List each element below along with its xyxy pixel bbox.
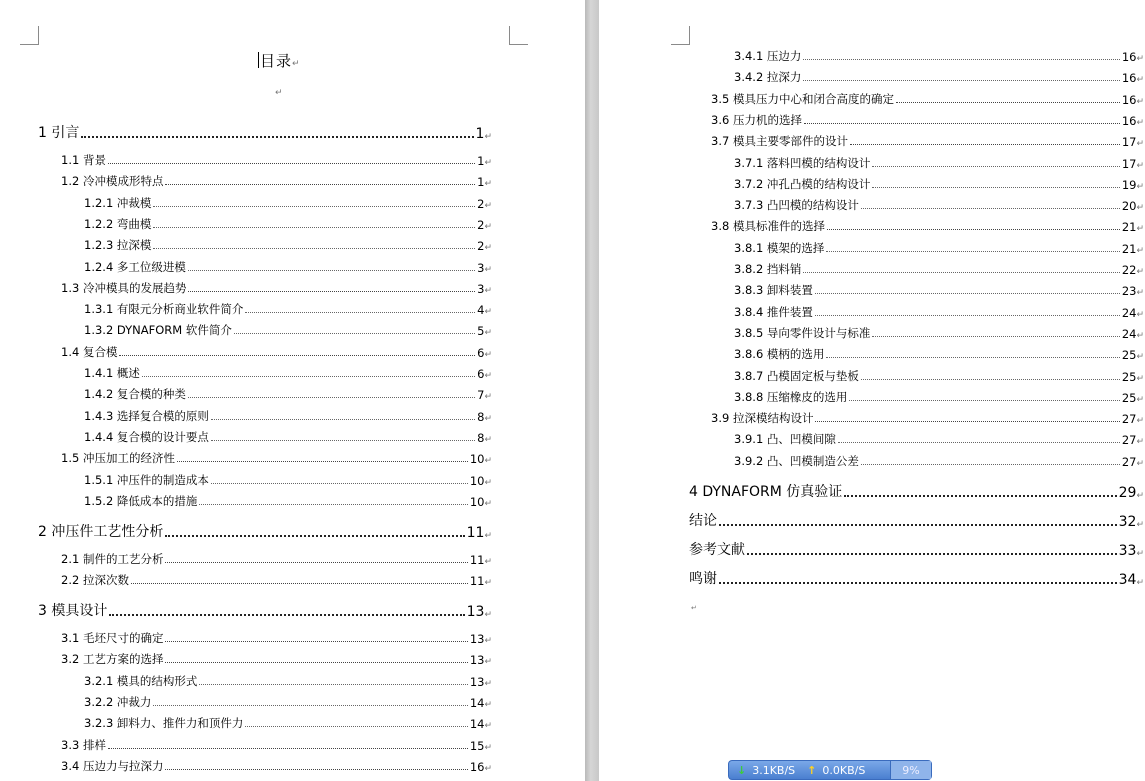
- download-speed: 3.1KB/S: [752, 763, 796, 777]
- toc-dot-leader: [153, 206, 475, 207]
- paragraph-mark: ↵: [484, 477, 492, 488]
- toc-dot-leader: [861, 379, 1120, 380]
- paragraph-mark: ↵: [484, 413, 492, 424]
- paragraph-mark: ↵: [292, 59, 301, 69]
- toc-entry[interactable]: [38, 521, 492, 541]
- toc-entry-label: 结论: [689, 512, 717, 529]
- toc-entry[interactable]: [734, 68, 1144, 85]
- toc-entry[interactable]: [734, 388, 1144, 405]
- toc-entry[interactable]: [734, 367, 1144, 384]
- toc-entry-label: 3.8.6 模柄的选用: [734, 347, 825, 362]
- usage-percent: 9%: [890, 761, 931, 779]
- toc-dot-leader: [245, 312, 475, 313]
- margin-corner-mark: [20, 26, 39, 45]
- paragraph-mark: ↵: [484, 578, 492, 589]
- toc-entry-page: 1: [477, 154, 485, 168]
- toc-entry-page: 16: [1121, 71, 1137, 86]
- paragraph-mark: ↵: [484, 763, 492, 774]
- paragraph-mark: ↵: [484, 721, 492, 732]
- toc-entry-label: 2.2 拉深次数: [61, 573, 129, 588]
- toc-entry-label: 2 冲压件工艺性分析: [38, 523, 164, 540]
- document-page-right: [599, 0, 1145, 781]
- toc-entry-label: 3.6 压力机的选择: [711, 112, 802, 127]
- margin-corner-mark: [509, 26, 528, 45]
- toc-entry-label: 1.2.2 弯曲模: [84, 216, 152, 231]
- toc-entry-page: 16: [469, 759, 485, 774]
- toc-entry-page: 17: [1121, 135, 1137, 150]
- paragraph-mark: ↵: [1136, 54, 1144, 64]
- toc-entry-label: 3.8.5 导向零件设计与标准: [734, 325, 871, 340]
- paragraph-mark: ↵: [1136, 458, 1144, 469]
- toc-dot-leader: [827, 229, 1120, 230]
- toc-entry[interactable]: [84, 492, 492, 509]
- toc-entry-page: 21: [1121, 220, 1137, 235]
- toc-dot-leader: [849, 400, 1119, 401]
- paragraph-mark: ↵: [1136, 416, 1144, 427]
- paragraph-mark: ↵: [484, 328, 492, 339]
- paragraph-mark: ↵: [484, 657, 492, 668]
- toc-entry-page: 24: [1121, 326, 1137, 341]
- toc-entry-page: 33: [1118, 542, 1137, 559]
- toc-dot-leader: [234, 333, 475, 334]
- toc-entry-label: 4 DYNAFORM 仿真验证: [689, 483, 843, 500]
- paragraph-mark: ↵: [1136, 203, 1144, 214]
- toc-entry-label: 3.7.2 冲孔凸模的结构设计: [734, 176, 871, 191]
- paragraph-mark: ↵: [484, 307, 492, 318]
- toc-dot-leader: [131, 583, 468, 584]
- toc-entry-label: 3.9.2 凸、凹模制造公差: [734, 453, 859, 468]
- toc-entry[interactable]: [711, 132, 1144, 149]
- paragraph-mark: ↵: [691, 604, 697, 612]
- toc-entry-label: 1.4 复合模: [61, 344, 118, 359]
- toc-dot-leader: [199, 684, 467, 685]
- toc-entry[interactable]: [84, 385, 492, 402]
- toc-dot-leader: [165, 184, 475, 185]
- toc-entry-label: 3.9 拉深模结构设计: [711, 411, 814, 426]
- toc-entry[interactable]: [61, 172, 492, 189]
- toc-entry[interactable]: [38, 600, 492, 620]
- toc-dot-leader: [826, 251, 1119, 252]
- toc-entry[interactable]: [711, 90, 1144, 107]
- toc-entry-page: 13: [469, 674, 485, 689]
- toc-entry-label: 鸣谢: [689, 570, 717, 587]
- paragraph-mark: ↵: [1136, 577, 1144, 588]
- toc-dot-leader: [838, 442, 1120, 443]
- network-speed-widget[interactable]: [728, 760, 932, 780]
- toc-entry-label: 3.8.4 推件装置: [734, 304, 813, 319]
- toc-entry[interactable]: [84, 672, 492, 689]
- toc-entry-label: 1.5.2 降低成本的措施: [84, 493, 198, 508]
- toc-dot-leader: [119, 355, 475, 356]
- toc-entry[interactable]: [734, 196, 1144, 213]
- toc-entry-page: 27: [1121, 412, 1137, 427]
- toc-entry-label: 2.1 制件的工艺分析: [61, 551, 164, 566]
- toc-dot-leader: [850, 144, 1120, 145]
- toc-entry-label: 1.2 冷冲模成形特点: [61, 174, 164, 189]
- toc-entry-label: 3.8.7 凸模固定板与垫板: [734, 368, 859, 383]
- paragraph-mark: ↵: [484, 498, 492, 509]
- toc-dot-leader: [804, 123, 1120, 124]
- toc-entry-page: 19: [1121, 177, 1137, 192]
- toc-entry-label: 1.3.1 有限元分析商业软件简介: [84, 302, 244, 317]
- page-gutter: [585, 0, 599, 781]
- toc-entry-page: 16: [1121, 113, 1137, 128]
- paragraph-mark: ↵: [1136, 330, 1144, 341]
- toc-dot-leader: [815, 315, 1120, 316]
- toc-entry-page: 24: [1121, 305, 1137, 320]
- toc-dot-leader: [177, 461, 468, 462]
- toc-entry-page: 11: [469, 552, 485, 567]
- toc-entry-label: 3.7.1 落料凹模的结构设计: [734, 155, 871, 170]
- toc-dot-leader: [803, 272, 1119, 273]
- toc-entry[interactable]: [84, 364, 492, 381]
- toc-entry-label: 3.7 模具主要零部件的设计: [711, 134, 848, 149]
- toc-entry[interactable]: [734, 452, 1144, 469]
- paragraph-mark: ↵: [1136, 352, 1144, 363]
- toc-entry-page: 8: [477, 409, 485, 424]
- toc-entry-page: 7: [477, 388, 485, 403]
- toc-entry[interactable]: [61, 449, 492, 466]
- toc-entry-page: 5: [477, 324, 485, 339]
- paragraph-mark: ↵: [484, 221, 492, 232]
- toc-entry[interactable]: [84, 428, 492, 445]
- paragraph-mark: ↵: [1136, 117, 1144, 128]
- toc-dot-leader: [719, 582, 1117, 584]
- toc-dot-leader: [165, 662, 467, 663]
- toc-dot-leader: [872, 336, 1119, 337]
- toc-entry-page: 25: [1121, 390, 1137, 405]
- toc-dot-leader: [872, 187, 1119, 188]
- toc-entry[interactable]: [84, 258, 492, 275]
- paragraph-mark: ↵: [484, 285, 492, 296]
- toc-entry[interactable]: [711, 217, 1144, 234]
- paragraph-mark: ↵: [1136, 75, 1144, 86]
- paragraph-mark: ↵: [484, 678, 492, 689]
- toc-entry-label: 3.8 模具标准件的选择: [711, 219, 825, 234]
- toc-entry[interactable]: [689, 510, 1144, 530]
- paragraph-mark: ↵: [1136, 490, 1144, 501]
- toc-entry-label: 1.5.1 冲压件的制造成本: [84, 472, 209, 487]
- toc-entry-page: 32: [1118, 513, 1137, 530]
- paragraph-mark: ↵: [484, 264, 492, 275]
- toc-dot-leader: [211, 419, 475, 420]
- toc-entry[interactable]: [84, 300, 492, 317]
- toc-entry-label: 3.9.1 凸、凹模间隙: [734, 432, 836, 447]
- toc-entry-page: 29: [1118, 484, 1137, 501]
- toc-entry-page: 6: [477, 367, 485, 381]
- paragraph-mark: ↵: [1136, 267, 1144, 277]
- toc-dot-leader: [153, 248, 475, 249]
- toc-entry-label: 3.5 模具压力中心和闭合高度的确定: [711, 91, 894, 106]
- toc-entry[interactable]: [711, 409, 1144, 426]
- toc-dot-leader: [803, 80, 1119, 81]
- toc-dot-leader: [165, 535, 464, 537]
- toc-entry[interactable]: [711, 111, 1144, 128]
- paragraph-mark: ↵: [484, 158, 492, 168]
- toc-entry-label: 3.8.2 挡料销: [734, 262, 802, 276]
- toc-entry-label: 3.2.2 冲裁力: [84, 695, 152, 709]
- toc-dot-leader: [245, 726, 467, 727]
- toc-entry-page: 13: [469, 632, 485, 647]
- toc-entry-page: 11: [469, 574, 485, 589]
- toc-entry-label: 3.3 排样: [61, 737, 106, 752]
- toc-entry-page: 21: [1121, 241, 1137, 256]
- toc-entry[interactable]: [734, 239, 1144, 256]
- paragraph-mark: ↵: [484, 349, 492, 360]
- toc-dot-leader: [165, 769, 467, 770]
- paragraph-mark: ↵: [1136, 288, 1144, 299]
- margin-corner-mark: [671, 26, 690, 45]
- toc-entry-label: 参考文献: [689, 541, 745, 558]
- toc-dot-leader: [815, 293, 1120, 294]
- toc-entry[interactable]: [84, 194, 492, 211]
- paragraph-mark: ↵: [1136, 181, 1144, 192]
- toc-entry-label: 1.2.4 多工位级进模: [84, 259, 186, 274]
- toc-dot-leader: [803, 59, 1119, 60]
- toc-entry[interactable]: [38, 122, 492, 142]
- toc-entry-page: 34: [1118, 571, 1137, 588]
- toc-entry-page: 14: [469, 696, 485, 710]
- paragraph-mark: ↵: [484, 700, 492, 710]
- paragraph-mark: ↵: [484, 456, 492, 467]
- toc-entry-label: 1.4.1 概述: [84, 366, 140, 380]
- toc-entry-page: 20: [1121, 199, 1137, 214]
- toc-entry-page: 16: [1121, 50, 1137, 64]
- toc-dot-leader: [153, 227, 475, 228]
- paragraph-mark: ↵: [484, 243, 492, 254]
- toc-entry-page: 15: [469, 738, 485, 753]
- toc-entry[interactable]: [61, 343, 492, 360]
- toc-entry-label: 3.8.3 卸料装置: [734, 283, 813, 298]
- toc-entry-label: 3.7.3 凸凹模的结构设计: [734, 198, 859, 213]
- toc-entry-label: 3.8.8 压缩橡皮的选用: [734, 389, 848, 404]
- toc-entry-page: 4: [477, 303, 485, 318]
- toc-entry-page: 11: [466, 524, 485, 541]
- paragraph-mark: ↵: [1136, 394, 1144, 405]
- toc-title-text: 目录: [260, 52, 293, 70]
- toc-entry-label: 1.1 背景: [61, 153, 106, 167]
- upload-arrow-icon: ↑: [807, 763, 817, 777]
- toc-dot-leader: [747, 553, 1117, 555]
- toc-dot-leader: [826, 357, 1119, 358]
- toc-dot-leader: [108, 163, 475, 164]
- toc-dot-leader: [165, 562, 467, 563]
- toc-entry-label: 3.2.3 卸料力、推件力和顶件力: [84, 716, 244, 731]
- paragraph-mark: ↵: [1136, 519, 1144, 530]
- toc-entry-label: 1.2.1 冲裁模: [84, 195, 152, 210]
- paragraph-mark: ↵: [1136, 548, 1144, 559]
- toc-entry-page: 25: [1121, 369, 1137, 384]
- toc-entry-page: 22: [1121, 263, 1137, 277]
- paragraph-mark: ↵: [275, 88, 283, 98]
- paragraph-mark: ↵: [484, 179, 492, 190]
- toc-entry-label: 3.4.1 压边力: [734, 49, 802, 63]
- toc-entry-page: 25: [1121, 348, 1137, 363]
- toc-entry[interactable]: [734, 260, 1144, 277]
- toc-entry-label: 3.4.2 拉深力: [734, 70, 802, 85]
- toc-entry-page: 14: [469, 717, 485, 732]
- paragraph-mark: ↵: [484, 392, 492, 403]
- toc-entry-page: 27: [1121, 433, 1137, 448]
- toc-entry-label: 3.2.1 模具的结构形式: [84, 673, 198, 688]
- toc-entry[interactable]: [734, 281, 1144, 298]
- toc-entry-label: 3.2 工艺方案的选择: [61, 652, 164, 667]
- toc-entry[interactable]: [61, 550, 492, 567]
- toc-dot-leader: [188, 291, 475, 292]
- toc-entry-label: 1.3.2 DYNAFORM 软件简介: [84, 323, 232, 338]
- toc-dot-leader: [872, 166, 1119, 167]
- paragraph-mark: ↵: [1136, 96, 1144, 107]
- paragraph-mark: ↵: [1136, 309, 1144, 320]
- toc-entry[interactable]: [84, 236, 492, 253]
- toc-entry-page: 3: [477, 260, 485, 275]
- paragraph-mark: ↵: [484, 132, 492, 142]
- toc-entry-page: 8: [477, 430, 485, 445]
- paragraph-mark: ↵: [484, 742, 492, 753]
- toc-entry[interactable]: [61, 629, 492, 646]
- toc-entry[interactable]: [61, 571, 492, 588]
- toc-entry[interactable]: [84, 471, 492, 488]
- toc-dot-leader: [108, 748, 468, 749]
- toc-entry[interactable]: [84, 321, 492, 338]
- toc-entry-page: 10: [469, 473, 485, 488]
- toc-title[interactable]: [258, 50, 301, 71]
- toc-dot-leader: [153, 705, 467, 706]
- paragraph-mark: ↵: [484, 636, 492, 647]
- toc-entry-label: 1.3 冷冲模具的发展趋势: [61, 280, 187, 295]
- paragraph-mark: ↵: [484, 434, 492, 445]
- toc-entry-page: 17: [1121, 156, 1137, 171]
- toc-dot-leader: [211, 483, 468, 484]
- toc-dot-leader: [165, 641, 467, 642]
- toc-entry-label: 3.8.1 模架的选择: [734, 240, 825, 255]
- toc-dot-leader: [211, 440, 475, 441]
- toc-entry[interactable]: [689, 481, 1144, 501]
- toc-entry-page: 3: [477, 281, 485, 296]
- paragraph-mark: ↵: [484, 200, 492, 211]
- toc-entry-page: 16: [1121, 92, 1137, 107]
- toc-entry[interactable]: [734, 303, 1144, 320]
- paragraph-mark: ↵: [484, 530, 492, 541]
- toc-entry-label: 1.4.3 选择复合模的原则: [84, 408, 209, 423]
- toc-entry-page: 27: [1121, 454, 1137, 469]
- toc-entry-page: 1: [477, 175, 485, 190]
- toc-dot-leader: [188, 397, 475, 398]
- toc-entry-label: 1.5 冲压加工的经济性: [61, 451, 175, 466]
- toc-dot-leader: [142, 376, 475, 377]
- toc-entry[interactable]: [734, 430, 1144, 447]
- paragraph-mark: ↵: [1136, 224, 1144, 235]
- toc-dot-leader: [109, 614, 464, 616]
- paragraph-mark: ↵: [484, 610, 492, 621]
- toc-entry-label: 3.4 压边力与拉深力: [61, 758, 164, 773]
- toc-entry[interactable]: [84, 714, 492, 731]
- toc-entry-page: 10: [469, 494, 485, 509]
- toc-dot-leader: [844, 495, 1116, 497]
- paragraph-mark: ↵: [484, 556, 492, 567]
- toc-entry[interactable]: [84, 407, 492, 424]
- paragraph-mark: ↵: [484, 371, 492, 381]
- toc-entry[interactable]: [84, 215, 492, 232]
- toc-entry[interactable]: [689, 568, 1144, 588]
- toc-dot-leader: [861, 464, 1120, 465]
- toc-entry-page: 2: [477, 217, 485, 232]
- toc-dot-leader: [719, 524, 1117, 526]
- toc-entry[interactable]: [734, 345, 1144, 362]
- toc-entry-label: 3 模具设计: [38, 603, 108, 620]
- toc-entry[interactable]: [734, 47, 1144, 64]
- toc-entry[interactable]: [61, 279, 492, 296]
- toc-dot-leader: [199, 504, 467, 505]
- toc-entry-page: 13: [466, 604, 485, 621]
- toc-entry-page: 1: [475, 126, 485, 142]
- toc-entry-page: 13: [469, 653, 485, 668]
- toc-entry[interactable]: [84, 693, 492, 710]
- toc-entry-label: 1.2.3 拉深模: [84, 238, 152, 253]
- toc-entry[interactable]: [689, 539, 1144, 559]
- toc-entry-label: 1.4.2 复合模的种类: [84, 387, 186, 402]
- toc-entry-label: 1 引言: [38, 125, 80, 141]
- toc-entry[interactable]: [734, 175, 1144, 192]
- download-arrow-icon: ↓: [737, 763, 747, 777]
- toc-entry-page: 23: [1121, 284, 1137, 299]
- paragraph-mark: ↵: [1136, 139, 1144, 150]
- toc-entry[interactable]: [61, 736, 492, 753]
- toc-entry-page: 2: [477, 239, 485, 254]
- text-cursor: [258, 52, 259, 68]
- paragraph-mark: ↵: [1136, 245, 1144, 256]
- toc-entry[interactable]: [734, 154, 1144, 171]
- toc-dot-leader: [81, 136, 473, 138]
- toc-entry-label: 3.1 毛坯尺寸的确定: [61, 631, 164, 646]
- toc-dot-leader: [861, 208, 1120, 209]
- toc-entry-label: 1.4.4 复合模的设计要点: [84, 429, 209, 444]
- toc-entry-page: 6: [477, 345, 485, 360]
- upload-speed: 0.0KB/S: [822, 763, 866, 777]
- toc-entry[interactable]: [61, 757, 492, 774]
- paragraph-mark: ↵: [1136, 373, 1144, 384]
- toc-dot-leader: [896, 102, 1120, 103]
- paragraph-mark: ↵: [1136, 160, 1144, 171]
- paragraph-mark: ↵: [1136, 437, 1144, 448]
- toc-entry[interactable]: [734, 324, 1144, 341]
- toc-entry[interactable]: [61, 650, 492, 667]
- toc-entry-page: 2: [477, 196, 485, 211]
- toc-entry-page: 10: [469, 452, 485, 467]
- toc-dot-leader: [188, 270, 475, 271]
- toc-dot-leader: [815, 421, 1119, 422]
- toc-entry[interactable]: [61, 151, 492, 168]
